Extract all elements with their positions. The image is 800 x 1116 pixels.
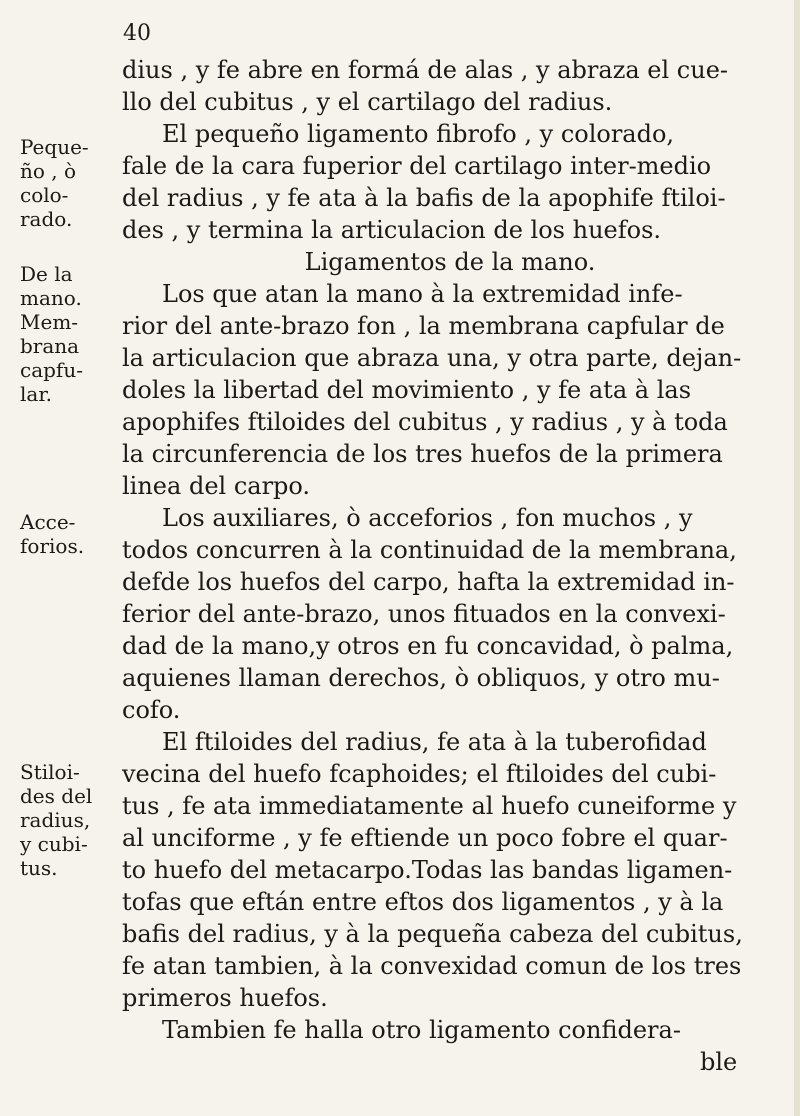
text-line: dad de la mano,y otros en fu concavidad, ò palma, [122, 632, 734, 660]
text-line: tofas que eftán entre eftos dos ligamentos , y à la [122, 888, 724, 916]
text-line: defde los huefos del carpo, hafta la extremidad in- [122, 568, 735, 596]
text-line: El ftiloides del radius, fe ata à la tuberofidad [162, 728, 707, 756]
text-line: des , y termina la articulacion de los huefos. [122, 216, 662, 244]
text-line: doles la libertad del movimiento , y fe ata à las [122, 376, 692, 404]
text-line: aquienes llaman derechos, ò obliquos, y otro mu- [122, 664, 720, 692]
margin-note-accesorios: Acce- forios. [20, 510, 85, 558]
text-line: al unciforme , y fe eftiende un poco fobre el quar- [122, 824, 728, 852]
margin-note-stiloides: Stiloi- des del radius, y cubi- tus. [20, 760, 93, 880]
text-line: El pequeño ligamento fibrofo , y colorado, [162, 120, 675, 148]
catchword: ble [700, 1048, 738, 1076]
section-heading: Ligamentos de la mano. [304, 248, 596, 276]
text-line: fale de la cara fuperior del cartilago inter-medio [122, 152, 712, 180]
text-line: apophifes ftiloides del cubitus , y radius , y à toda [122, 408, 728, 436]
text-line: todos concurren à la continuidad de la membrana, [122, 536, 737, 564]
margin-note-mano: De la mano. Mem- brana capfu- lar. [20, 262, 83, 406]
text-line: la circunferencia de los tres huefos de la primera [122, 440, 723, 468]
page-number: 40 [123, 21, 151, 46]
text-line: la articulacion que abraza una, y otra parte, dejan- [122, 344, 742, 372]
text-line: primeros huefos. [122, 984, 328, 1012]
page-edge [794, 0, 800, 1116]
text-line: Los auxiliares, ò acceforios , fon muchos , y [162, 504, 693, 532]
text-line: tus , fe ata immediatamente al huefo cuneiforme y [122, 792, 737, 820]
text-line: dius , y fe abre en formá de alas , y abraza el cue- [122, 56, 728, 84]
text-line: linea del carpo. [122, 472, 311, 500]
text-line: Tambien fe halla otro ligamento confidera- [162, 1016, 681, 1044]
text-line: fe atan tambien, à la convexidad comun de los tres [122, 952, 742, 980]
margin-note-pequeno: Peque- ño , ò colo- rado. [20, 135, 89, 231]
text-line: vecina del huefo fcaphoides; el ftiloides del cubi- [122, 760, 717, 788]
text-line: Los que atan la mano à la extremidad infe- [162, 280, 683, 308]
text-line: llo del cubitus , y el cartilago del radius. [122, 88, 613, 116]
text-line: ferior del ante-brazo, unos fituados en la convexi- [122, 600, 726, 628]
text-line: rior del ante-brazo fon , la membrana capfular de [122, 312, 725, 340]
text-line: to huefo del metacarpo.Todas las bandas ligamen- [122, 856, 733, 884]
text-line: bafis del radius, y à la pequeña cabeza del cubitus, [122, 920, 743, 948]
text-line: cofo. [122, 696, 181, 724]
text-line: del radius , y fe ata à la bafis de la apophife ftiloi- [122, 184, 726, 212]
